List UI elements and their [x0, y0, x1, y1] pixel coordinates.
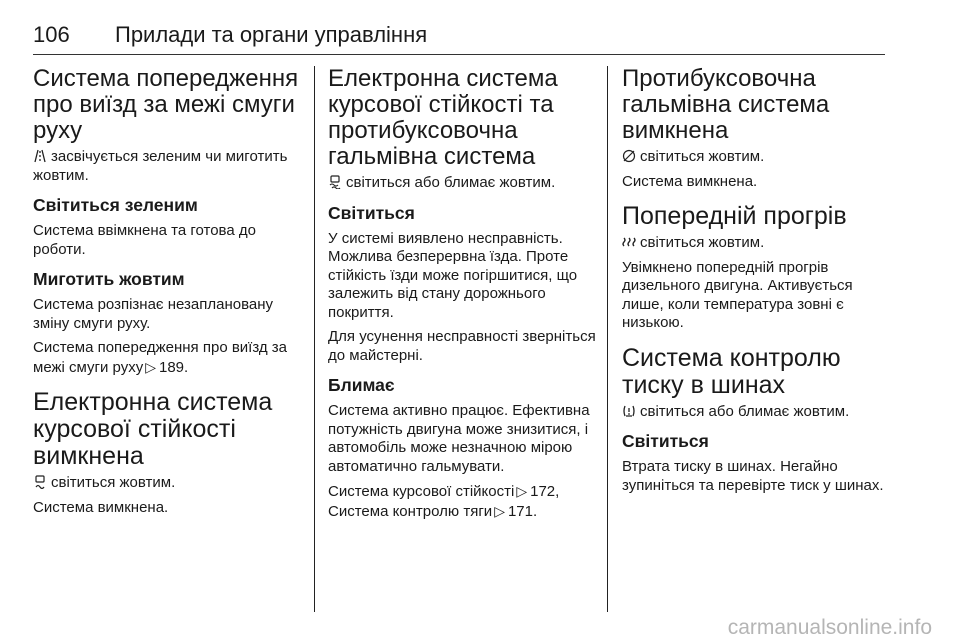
paragraph: Система ввімкнена та готова до роботи. [33, 222, 256, 258]
subheading-flashing: Блимає [328, 375, 395, 395]
page-header [33, 14, 885, 55]
section-title-preheat: Попередній прогрів [622, 202, 847, 230]
paragraph-with-reference [33, 339, 303, 377]
esc-off-icon [33, 475, 47, 489]
paragraph: Система розпізнає незаплановану зміну смуги руху. [33, 296, 274, 332]
paragraph: Втрата тиску в шинах. Негайно зупиніться та перевірте тиск у шинах. [622, 458, 884, 494]
reference-arrow-icon: ▷ [145, 358, 156, 375]
traction-off-icon [622, 149, 636, 163]
glow-plug-icon [622, 235, 636, 249]
section-title-esc-off: Електронна система курсової стійкості вимкнена [33, 388, 273, 470]
subheading-lit: Світиться [622, 431, 709, 451]
reference-arrow-icon: ▷ [516, 483, 528, 499]
lane-departure-intro-text: засвічується зеленим чи миготить жовтим. [33, 148, 288, 184]
page-reference[interactable]: 189. [158, 358, 189, 376]
preheat-intro-text: світиться жовтим. [640, 234, 765, 251]
paragraph: Система вимкнена. [33, 498, 169, 516]
page-reference[interactable]: 171. [507, 502, 538, 520]
page-number: 106 [33, 22, 70, 47]
paragraph: Для усунення несправності зверніться до майстерні. [328, 328, 596, 364]
section-title-esc-tc: Електронна система курсової стійкості та протибуксовочна гальмівна система [328, 65, 558, 170]
esc-icon [328, 175, 342, 189]
paragraph-text: Система попередження про виїзд за межі смуги руху [33, 339, 288, 376]
esc-intro-text: світиться або блимає жовтим. [346, 174, 556, 191]
tc-off-intro [622, 148, 892, 167]
reference-arrow-icon: ▷ [494, 502, 505, 519]
esc-off-intro-text: світиться жовтим. [51, 474, 176, 491]
tpms-intro [622, 403, 892, 422]
column-2 [328, 66, 600, 527]
section-title-lane-departure: Система попередження про виїзд за межі смуги руху [33, 65, 299, 144]
paragraph: Система активно працює. Ефективна потужність двигуна може знизитися, і автомобіль може незначною мірою автоматично гальмувати. [328, 402, 590, 475]
paragraph: Система вимкнена. [622, 172, 758, 190]
section-title-tpms: Система контролю тиску в шинах [622, 343, 841, 399]
column-3 [622, 66, 892, 501]
paragraph: Увімкнено попередній прогрів дизельного двигуна. Активується лише, коли температура зовні є низькою. [622, 258, 853, 331]
paragraph-text: Система курсової стійкості [328, 483, 515, 500]
watermark: carmanualsonline.info [727, 616, 932, 639]
preheat-intro [622, 234, 892, 253]
lane-departure-intro [33, 148, 303, 185]
paragraph-with-references [328, 482, 600, 521]
lane-departure-icon [33, 149, 47, 163]
tire-pressure-icon [622, 404, 636, 418]
column-1 [33, 66, 303, 523]
subheading-lit-green: Світиться зеленим [33, 195, 198, 215]
page-reference[interactable]: 172, [530, 483, 560, 500]
column-divider-2 [607, 66, 608, 612]
section-title-tc-off: Протибуксовочна гальмівна система вимкнена [622, 65, 830, 144]
column-divider-1 [314, 66, 315, 612]
tpms-intro-text: світиться або блимає жовтим. [640, 402, 850, 420]
running-title: Прилади та органи управління [115, 22, 428, 47]
paragraph-text: Система контролю тяги [328, 502, 493, 520]
subheading-lit: Світиться [328, 202, 415, 223]
subheading-flashing-yellow: Миготить жовтим [33, 269, 185, 289]
esc-off-intro [33, 474, 303, 493]
esc-intro [328, 174, 600, 193]
tc-off-intro-text: світиться жовтим. [640, 148, 765, 165]
paragraph: У системі виявлено несправність. Можлива безперервна їзда. Проте стійкість їзди може погіршитися, що залежить від стану дорожнього покриття. [328, 229, 578, 321]
